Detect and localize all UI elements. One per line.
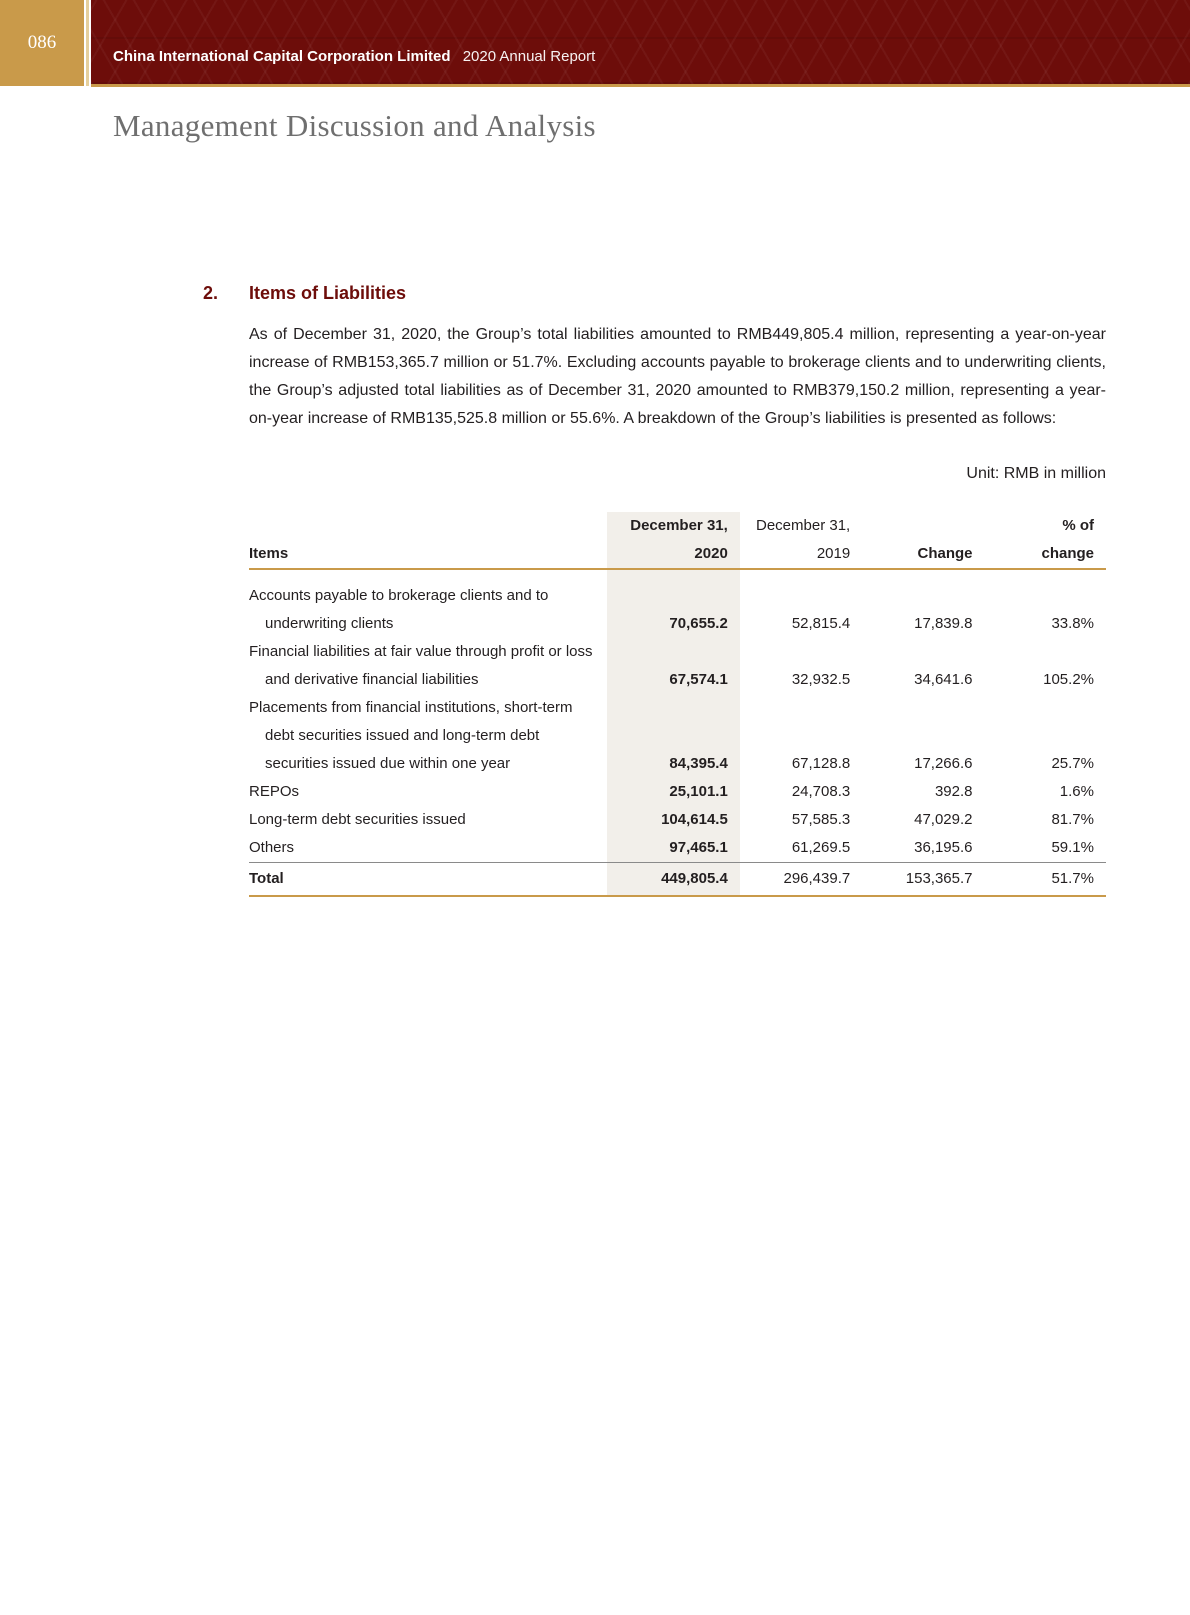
header-2020-line2: 2020 <box>607 540 740 569</box>
value-2019: 57,585.3 <box>791 811 851 828</box>
row-label: Others <box>249 834 607 863</box>
value-2020: 67,574.1 <box>607 666 740 694</box>
row-label: Long-term debt securities issued <box>249 811 466 828</box>
table-row <box>249 778 1106 806</box>
table-row <box>249 638 1106 666</box>
page-number: 086 <box>0 0 84 86</box>
value-pct: 1.6% <box>1059 783 1094 800</box>
table-header-row <box>249 512 1106 540</box>
value-change: 36,195.6 <box>862 834 984 863</box>
header-divider <box>86 0 89 86</box>
header-2020-line1: December 31, <box>607 512 740 540</box>
row-label: securities issued due within one year <box>265 755 511 772</box>
row-label: and derivative financial liabilities <box>265 671 479 688</box>
value-change: 34,641.6 <box>914 671 973 688</box>
value-2019: 24,708.3 <box>791 783 851 800</box>
value-pct: 33.8% <box>1051 615 1094 632</box>
total-change: 153,365.7 <box>862 863 984 897</box>
value-2020: 84,395.4 <box>607 750 740 778</box>
value-2020: 104,614.5 <box>607 806 740 834</box>
total-2020: 449,805.4 <box>607 863 740 897</box>
header-2019-line1: December 31, <box>756 517 851 534</box>
value-pct: 25.7% <box>1051 755 1094 772</box>
header-band <box>91 0 1190 84</box>
table-row <box>249 666 1106 694</box>
total-pct: 51.7% <box>985 863 1107 897</box>
header-change: Change <box>862 540 984 569</box>
value-pct: 105.2% <box>1043 671 1094 688</box>
value-2020: 97,465.1 <box>607 834 740 863</box>
table-row <box>249 806 1106 834</box>
row-label: Placements from financial institutions, short-term <box>249 699 573 716</box>
subsection-title: Items of Liabilities <box>249 283 407 303</box>
value-2020: 70,655.2 <box>607 610 740 638</box>
value-pct: 81.7% <box>1051 811 1094 828</box>
value-2020: 25,101.1 <box>607 778 740 806</box>
value-2019: 32,932.5 <box>791 671 851 688</box>
value-2019: 67,128.8 <box>791 755 851 772</box>
value-change: 392.8 <box>934 783 973 800</box>
row-label: debt securities issued and long-term debt <box>265 727 540 744</box>
value-change: 17,839.8 <box>914 615 973 632</box>
header-gold-line <box>91 84 1190 87</box>
table-row <box>249 694 1106 722</box>
value-change: 47,029.2 <box>914 811 973 828</box>
row-label: underwriting clients <box>265 615 394 632</box>
total-2019: 296,439.7 <box>740 863 862 897</box>
table-row <box>249 834 1106 863</box>
table-row <box>249 610 1106 638</box>
subsection-number: 2. <box>203 283 219 303</box>
body-paragraph: As of December 31, 2020, the Group’s total liabilities amounted to RMB449,805.4 million, representing a year-on-year increase of RMB153,365.7 million or 51.7%. Excluding accounts payable to brokerage clients and to underwriting clients, the Group’s adjusted total liabilities as of December 31, 2020 amounted to RMB379,150.2 million, representing a year-on-year increase of RMB135,525.8 million or 55.6%. A breakdown of the Group’s liabilities is presented as follows: <box>249 326 1106 427</box>
header-items: Items <box>249 540 607 569</box>
value-2019: 61,269.5 <box>740 834 862 863</box>
total-label: Total <box>249 863 607 897</box>
header-pct-line2: change <box>985 540 1107 569</box>
running-header <box>113 48 595 65</box>
table-header-row <box>249 540 1106 569</box>
value-change: 17,266.6 <box>914 755 973 772</box>
liabilities-table <box>249 512 1106 897</box>
row-label: Accounts payable to brokerage clients and to <box>249 587 549 604</box>
row-label: REPOs <box>249 783 300 800</box>
header-2019-line2: 2019 <box>740 540 862 569</box>
value-pct: 59.1% <box>985 834 1107 863</box>
report-name: 2020 Annual Report <box>462 48 596 65</box>
total-row <box>249 863 1106 897</box>
table-row <box>249 582 1106 610</box>
header-pct-line1: % of <box>1062 517 1094 534</box>
table-row <box>249 722 1106 750</box>
row-label: Financial liabilities at fair value through profit or loss <box>249 643 593 660</box>
unit-note: Unit: RMB in million <box>966 465 1106 482</box>
company-name: China International Capital Corporation Limited <box>113 48 451 65</box>
section-title: Management Discussion and Analysis <box>113 108 596 143</box>
value-2019: 52,815.4 <box>791 615 851 632</box>
table-row <box>249 750 1106 778</box>
